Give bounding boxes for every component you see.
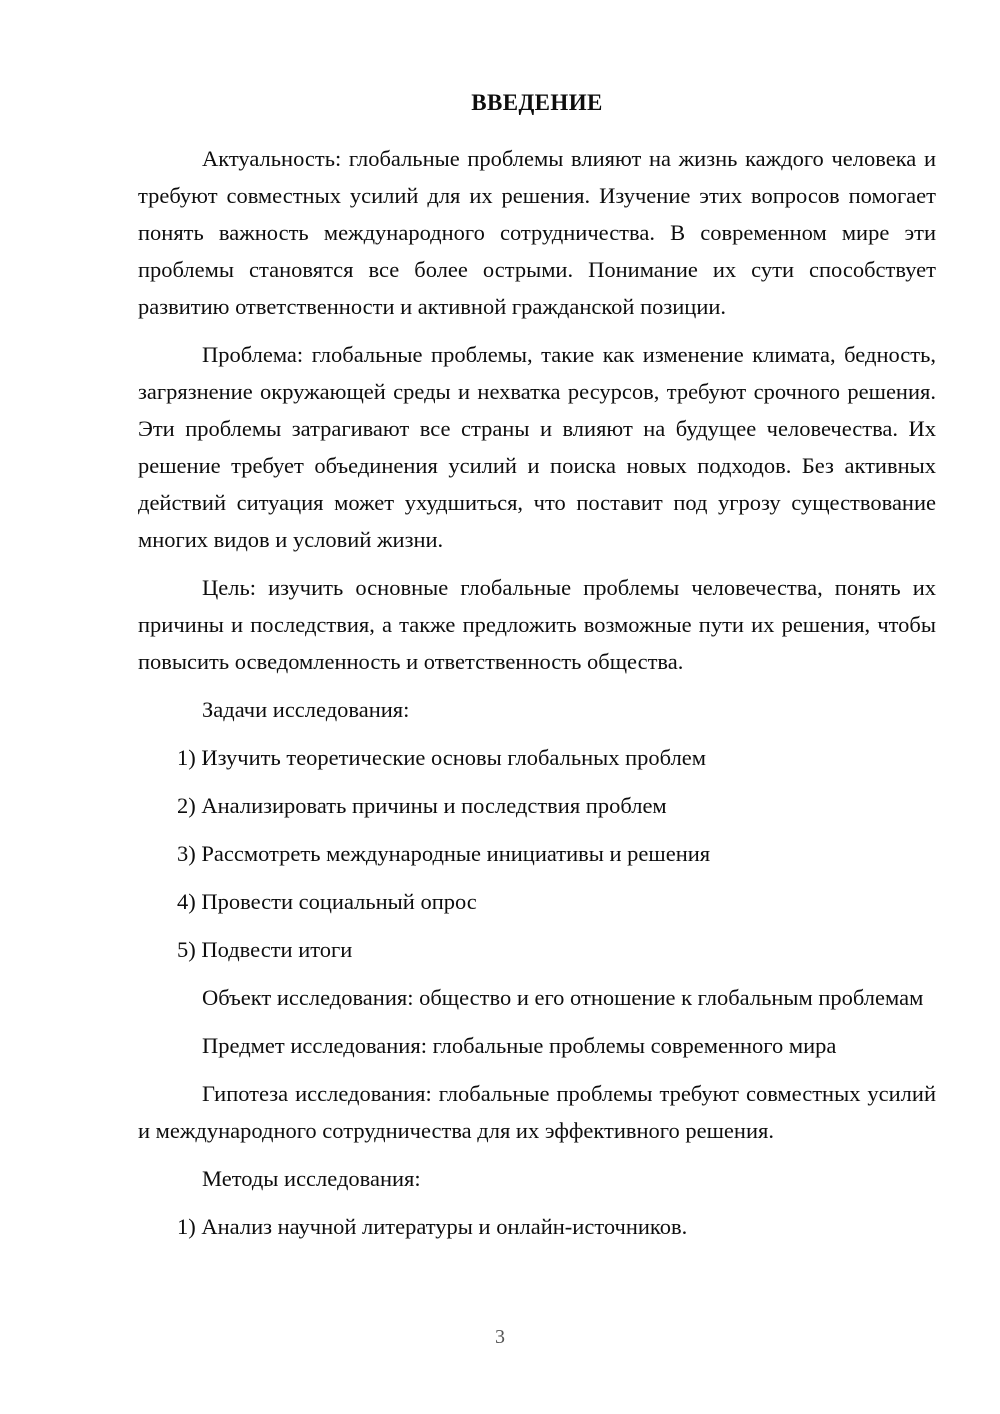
paragraph-subject: Предмет исследования: глобальные проблемы современного мира	[202, 1033, 837, 1058]
list-item: 4) Провести социальный опрос	[177, 889, 477, 914]
list-item: 1) Анализ научной литературы и онлайн-источников.	[177, 1214, 688, 1239]
tasks-heading: Задачи исследования:	[202, 697, 410, 722]
list-item: 5) Подвести итоги	[177, 937, 353, 962]
list-item: 3) Рассмотреть международные инициативы и решения	[177, 841, 711, 866]
methods-heading: Методы исследования:	[202, 1166, 421, 1191]
paragraph-goal: Цель: изучить основные глобальные проблемы человечества, понять их причины и последствия, а также предложить возможные пути их решения, чтобы повысить осведомленность и ответственность общества.	[138, 575, 936, 674]
paragraph-hypothesis: Гипотеза исследования: глобальные проблемы требуют совместных усилий и международного сотрудничества для их эффективного решения.	[138, 1081, 936, 1143]
page-content	[138, 88, 936, 1256]
paragraph-object: Объект исследования: общество и его отношение к глобальным проблемам	[202, 985, 924, 1010]
list-item: 2) Анализировать причины и последствия проблем	[177, 793, 667, 818]
list-item: 1) Изучить теоретические основы глобальных проблем	[177, 745, 707, 770]
paragraph-problem: Проблема: глобальные проблемы, такие как изменение климата, бедность, загрязнение окружающей среды и нехватка ресурсов, требуют срочного решения. Эти проблемы затрагивают все страны и влияют на будущее человечества. Их решение требует объединения усилий и поиска новых подходов. Без активных действий ситуация может ухудшиться, что поставит под угрозу существование многих видов и условий жизни.	[138, 342, 936, 552]
page-title: ВВЕДЕНИЕ	[471, 90, 603, 115]
page-number: 3	[495, 1326, 505, 1348]
paragraph-relevance: Актуальность: глобальные проблемы влияют на жизнь каждого человека и требуют совместных усилий для их решения. Изучение этих вопросов помогает понять важность международного сотрудничества. В современном мире эти проблемы становятся все более острыми. Понимание их сути способствует развитию ответственности и активной гражданской позиции.	[138, 146, 936, 319]
